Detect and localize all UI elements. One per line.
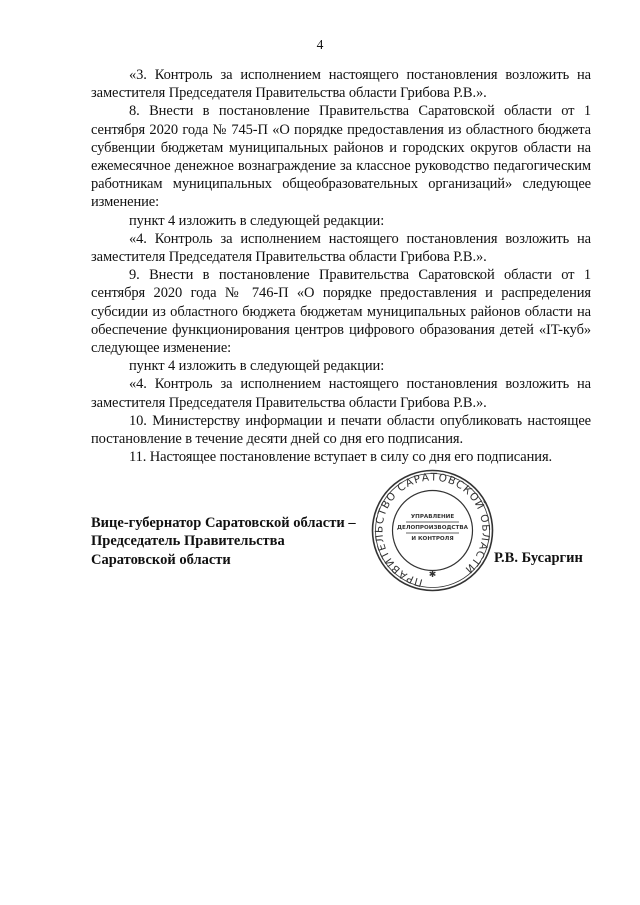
paragraph: 10. Министерству информации и печати области опубликовать настоящее постановление в течение десяти дней со дня его подписания. <box>91 412 591 448</box>
seal-inner-line: И КОНТРОЛЯ <box>411 536 454 542</box>
signatory-title-line: Вице-губернатор Саратовской области – <box>91 515 356 531</box>
signatory-title <box>91 514 356 569</box>
signatory-title-line: Председатель Правительства <box>91 533 285 550</box>
paragraph: пункт 4 изложить в следующей редакции: <box>129 358 385 375</box>
seal-star-icon: ✱ <box>428 570 437 580</box>
page-number: 4 <box>316 37 324 52</box>
seal-graphic <box>370 468 495 593</box>
seal-inner-line: ДЕЛОПРОИЗВОДСТВА <box>397 525 468 531</box>
seal-inner-line: УПРАВЛЕНИЕ <box>410 514 455 520</box>
seal-outer-text: ПРАВИТЕЛЬСТВО САРАТОВСКОЙ ОБЛАСТИ <box>373 471 492 589</box>
paragraph: «4. Контроль за исполнением настоящего постановления возложить на заместителя Председателя Правительства области Грибова Р.В.». <box>91 376 591 411</box>
signatory-title-line: Саратовской области <box>91 551 231 568</box>
paragraph: пункт 4 изложить в следующей редакции: <box>129 212 385 229</box>
official-seal <box>370 468 495 593</box>
paragraph: 9. Внести в постановление Правительства Саратовской области от 1 сентября 2020 года № 746-П «О порядке предоставления и распределения субсидии из областного бюджета бюджетам муниципальных районов области на обеспечение функционирования центров цифрового образования детей «IT-куб» следующее изменение: <box>91 267 591 357</box>
paragraph: 8. Внести в постановление Правительства Саратовской области от 1 сентября 2020 года № 745-П «О порядке предоставления из областного бюджета субвенции бюджетам муниципальных районов и городских округов области на ежемесячное денежное вознаграждение за классное руководство педагогическим работникам муниципальных общеобразовательных организаций» следующее изменение: <box>91 103 591 211</box>
document-body <box>91 66 591 466</box>
paragraph: «3. Контроль за исполнением настоящего постановления возложить на заместителя Председателя Правительства области Грибова Р.В.». <box>91 67 591 102</box>
paragraph: 11. Настоящее постановление вступает в силу со дня его подписания. <box>129 449 553 466</box>
paragraph: «4. Контроль за исполнением настоящего постановления возложить на заместителя Председателя Правительства области Грибова Р.В.». <box>91 230 591 266</box>
signatory-name: Р.В. Бусаргин <box>494 550 583 566</box>
